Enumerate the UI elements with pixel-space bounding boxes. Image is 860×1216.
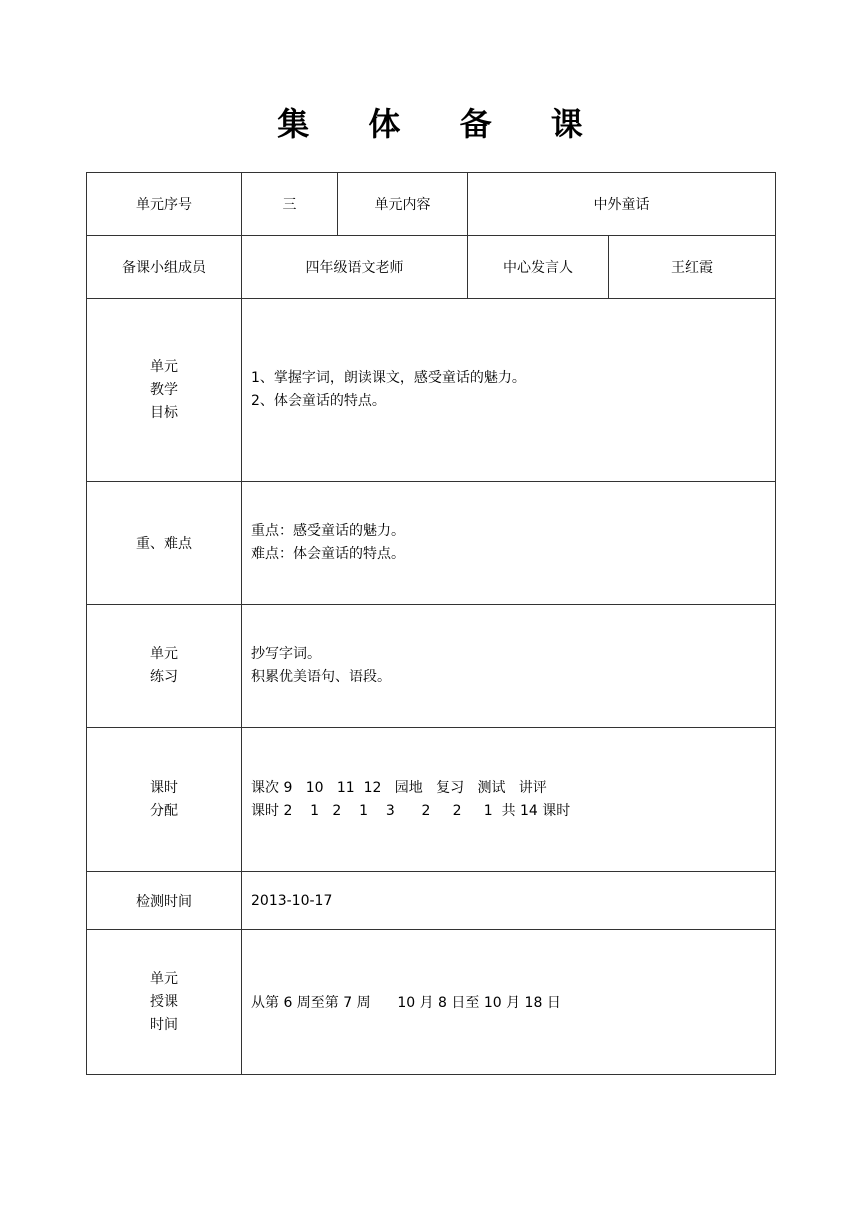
- goal-line: 1、掌握字词，朗读课文，感受童话的魅力。: [251, 370, 526, 386]
- teaching-time-label: 单元 授课 时间: [87, 930, 242, 1075]
- unit-number-value: 三: [242, 173, 338, 236]
- row-teaching-time: [87, 930, 776, 1075]
- schedule-label: 课时 分配: [87, 728, 242, 872]
- exercises-label: 单元 练习: [87, 605, 242, 728]
- exercises-content: [242, 605, 776, 728]
- row-key-points: [87, 482, 776, 605]
- members-label: 备课小组成员: [87, 236, 242, 299]
- key-point-line: 重点：感受童话的魅力。: [251, 523, 405, 539]
- schedule-lessons-line: 课次 9 10 11 12 园地 复习 测试 讲评: [251, 779, 547, 796]
- speaker-value: 王红霞: [609, 236, 776, 299]
- key-points-content: [242, 482, 776, 605]
- unit-number-label: 单元序号: [87, 173, 242, 236]
- unit-content-label: 单元内容: [338, 173, 468, 236]
- goal-line: 2、体会童话的特点。: [251, 393, 386, 409]
- row-goals: [87, 299, 776, 482]
- goals-label: 单元 教学 目标: [87, 299, 242, 482]
- unit-content-value: 中外童话: [468, 173, 776, 236]
- exercise-line: 积累优美语句、语段。: [251, 669, 391, 685]
- row-test-time: [87, 872, 776, 930]
- row-members: [87, 236, 776, 299]
- goals-content: [242, 299, 776, 482]
- schedule-content: [242, 728, 776, 872]
- test-time-value: 2013-10-17: [242, 872, 776, 930]
- row-exercises: [87, 605, 776, 728]
- key-points-label: 重、难点: [87, 482, 242, 605]
- speaker-label: 中心发言人: [468, 236, 609, 299]
- schedule-hours-line: 课时 2 1 2 1 3 2 2 1 共 14 课时: [251, 802, 571, 819]
- test-time-label: 检测时间: [87, 872, 242, 930]
- members-value: 四年级语文老师: [242, 236, 468, 299]
- row-unit-info: [87, 173, 776, 236]
- page-title: 集 体 备 课: [277, 105, 607, 143]
- row-schedule: [87, 728, 776, 872]
- lesson-plan-table: [86, 172, 776, 1075]
- exercise-line: 抄写字词。: [251, 646, 321, 662]
- teaching-time-value: 从第 6 周至第 7 周 10 月 8 日至 10 月 18 日: [242, 930, 776, 1075]
- key-point-line: 难点：体会童话的特点。: [251, 546, 405, 562]
